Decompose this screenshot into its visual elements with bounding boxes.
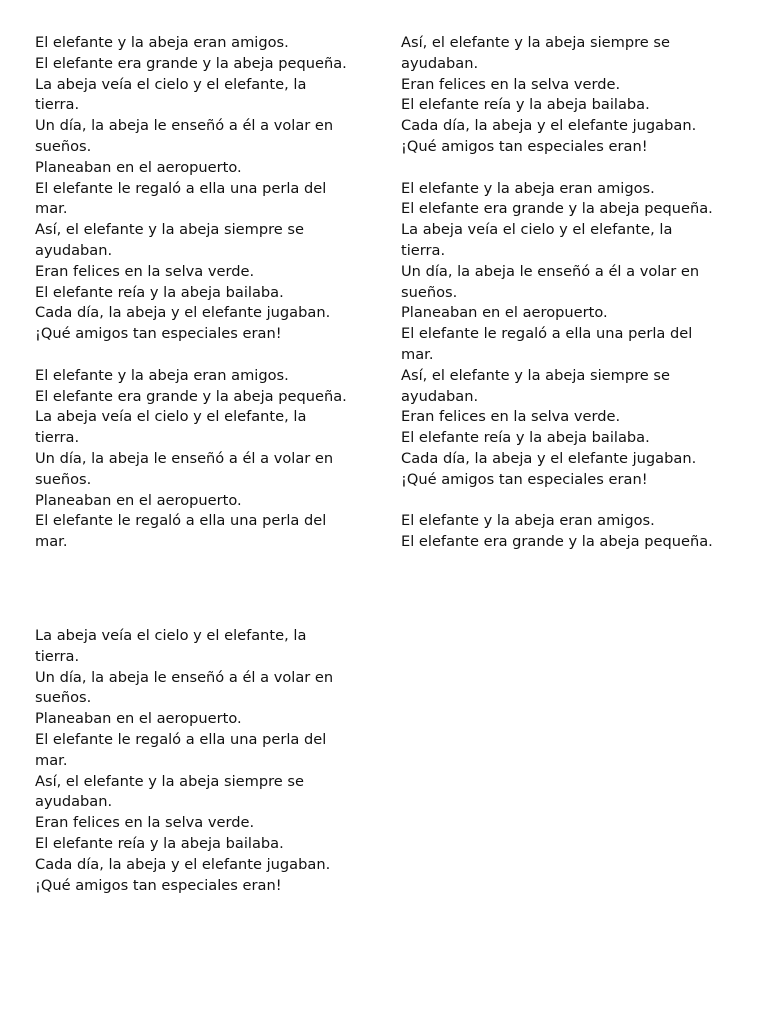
right-column-text [401, 33, 741, 553]
text-line [401, 158, 741, 179]
text-line: El elefante era grande y la abeja pequeña. [401, 533, 713, 551]
text-line: tierra. [401, 241, 446, 259]
text-line: La abeja veía el cielo y el elefante, la [35, 408, 307, 426]
text-line: El elefante le regaló a ella una perla del [35, 179, 327, 197]
text-line: Un día, la abeja le enseñó a él a volar en [35, 117, 334, 135]
text-line: ayudaban. [35, 793, 113, 811]
text-line: Cada día, la abeja y el elefante jugaban. [401, 449, 697, 467]
text-line: mar. [35, 751, 68, 769]
text-line: El elefante le regaló a ella una perla del [35, 512, 327, 530]
text-line: sueños. [401, 283, 458, 301]
text-line: ¡Qué amigos tan especiales eran! [35, 325, 282, 343]
text-line: Cada día, la abeja y el elefante jugaban. [401, 117, 697, 135]
text-line: El elefante era grande y la abeja pequeña. [35, 54, 347, 72]
text-line: ayudaban. [35, 241, 113, 259]
text-line: sueños. [35, 689, 92, 707]
text-line: sueños. [35, 470, 92, 488]
text-line: Planeaban en el aeropuerto. [35, 158, 242, 176]
text-line: El elefante y la abeja eran amigos. [35, 34, 289, 51]
text-line: El elefante le regaló a ella una perla del [35, 730, 327, 748]
text-line: Así, el elefante y la abeja siempre se [35, 772, 305, 790]
text-line: tierra. [35, 647, 80, 665]
text-line: El elefante reía y la abeja bailaba. [401, 429, 650, 447]
text-line: Planeaban en el aeropuerto. [35, 710, 242, 728]
text-line: tierra. [35, 96, 80, 114]
text-line: El elefante y la abeja eran amigos. [401, 179, 655, 197]
text-line: Eran felices en la selva verde. [401, 408, 621, 426]
text-line: Cada día, la abeja y el elefante jugaban. [35, 304, 331, 322]
text-line: El elefante y la abeja eran amigos. [401, 512, 655, 530]
text-line: El elefante era grande y la abeja pequeña. [401, 200, 713, 218]
text-line: La abeja veía el cielo y el elefante, la [401, 221, 673, 239]
text-line: Planeaban en el aeropuerto. [35, 491, 242, 509]
text-line: Cada día, la abeja y el elefante jugaban. [35, 855, 331, 873]
text-line: Un día, la abeja le enseñó a él a volar en [35, 449, 334, 467]
text-line: La abeja veía el cielo y el elefante, la [35, 75, 307, 93]
text-line: mar. [401, 345, 434, 363]
text-line: Eran felices en la selva verde. [35, 814, 255, 832]
text-line: ¡Qué amigos tan especiales eran! [401, 137, 648, 155]
text-line: Eran felices en la selva verde. [35, 262, 255, 280]
text-line: El elefante reía y la abeja bailaba. [35, 834, 284, 852]
text-line: El elefante le regaló a ella una perla del [401, 325, 693, 343]
text-line: Así, el elefante y la abeja siempre se [35, 221, 305, 239]
text-line: Eran felices en la selva verde. [401, 75, 621, 93]
text-line: La abeja veía el cielo y el elefante, la [35, 627, 307, 644]
text-line: El elefante reía y la abeja bailaba. [35, 283, 284, 301]
text-line: El elefante reía y la abeja bailaba. [401, 96, 650, 114]
text-line: mar. [35, 200, 68, 218]
text-line [401, 491, 741, 512]
text-line: Planeaban en el aeropuerto. [401, 304, 608, 322]
text-line: ayudaban. [401, 54, 479, 72]
text-line: Así, el elefante y la abeja siempre se [401, 366, 671, 384]
text-line: El elefante era grande y la abeja pequeña. [35, 387, 347, 405]
text-line: Un día, la abeja le enseñó a él a volar en [35, 668, 334, 686]
left-column-bottom-text [35, 626, 375, 896]
text-line [35, 345, 375, 366]
text-line: ¡Qué amigos tan especiales eran! [35, 876, 282, 894]
text-line: ¡Qué amigos tan especiales eran! [401, 470, 648, 488]
text-line: ayudaban. [401, 387, 479, 405]
left-column-top-text [35, 33, 375, 553]
text-line: El elefante y la abeja eran amigos. [35, 366, 289, 384]
text-line: sueños. [35, 137, 92, 155]
text-line: Un día, la abeja le enseñó a él a volar en [401, 262, 700, 280]
text-line: mar. [35, 533, 68, 551]
text-line: Así, el elefante y la abeja siempre se [401, 34, 671, 51]
text-line: tierra. [35, 429, 80, 447]
